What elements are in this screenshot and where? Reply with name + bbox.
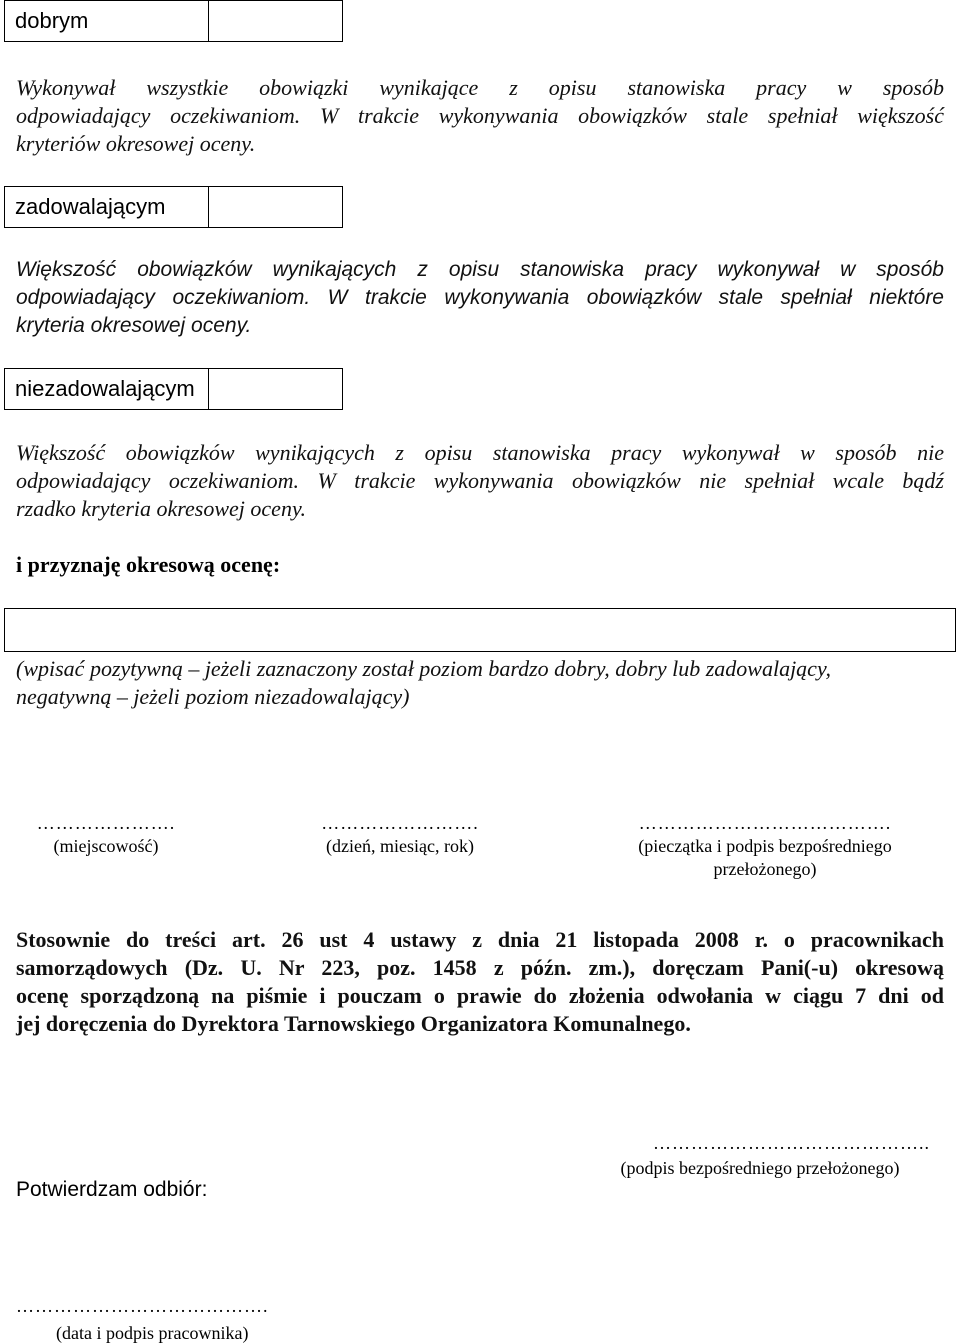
notice-line: Stosownie do treści art. 26 ust 4 ustawy z dnia 21 listopada 2008 r. o pracownikach: [16, 927, 944, 952]
place-label: (miejscowość): [53, 836, 159, 856]
level-label: dobrym: [5, 1, 209, 41]
level-niezadowalajacym-row: [4, 368, 343, 410]
stamp-dots: ………………………………….: [638, 813, 892, 833]
employee-signature: [16, 1296, 296, 1344]
level-zadowalajacym-row: [4, 186, 343, 228]
award-hint-line: negatywną – jeżeli poziom niezadowalający): [16, 684, 410, 709]
level-description: [16, 439, 944, 523]
level-checkbox[interactable]: [209, 187, 342, 227]
description-line: Wykonywał wszystkie obowiązki wynikające z opisu stanowiska pracy w sposób: [16, 75, 944, 100]
supervisor-signature: [590, 1133, 930, 1179]
level-label: zadowalającym: [5, 187, 209, 227]
description-line: kryteria okresowej oceny.: [16, 314, 252, 337]
place-dots: ………………….: [36, 813, 176, 833]
description-line: rzadko kryteria okresowej oceny.: [16, 496, 306, 521]
level-dobrym-row: [4, 0, 343, 42]
employee-dots: ………………………………….: [16, 1296, 269, 1316]
level-description: [16, 74, 944, 158]
level-checkbox[interactable]: [209, 369, 342, 409]
award-hint-line: (wpisać pozytywną – jeżeli zaznaczony został poziom bardzo dobry, dobry lub zadowalający,: [16, 656, 831, 681]
award-input-box[interactable]: [4, 608, 956, 652]
level-description: [16, 256, 944, 340]
description-line: kryteriów okresowej oceny.: [16, 131, 256, 156]
date-dots: …………………….: [321, 813, 479, 833]
confirm-label: Potwierdzam odbiór:: [16, 1178, 208, 1201]
description-line: odpowiadający oczekiwaniom. W trakcie wykonywania obowiązków stale spełniał niektóre: [16, 286, 944, 309]
notice-line: samorządowych (Dz. U. Nr 223, poz. 1458 z późn. zm.), doręczam Pani(-u) okresową: [16, 955, 944, 980]
notice-paragraph: [16, 926, 944, 1038]
level-label: niezadowalającym: [5, 369, 209, 409]
place-signature: [16, 813, 196, 857]
stamp-label: przełożonego): [713, 859, 817, 879]
description-line: odpowiadający oczekiwaniom. W trakcie wykonywania obowiązków nie spełniał wcale bądź: [16, 468, 944, 493]
notice-line: ocenę sporządzoną na piśmie i pouczam o prawie do złożenia odwołania w ciągu 7 dni od: [16, 983, 944, 1008]
award-heading: i przyznaję okresową ocenę:: [16, 552, 281, 577]
description-line: Większość obowiązków wynikających z opisu stanowiska pracy wykonywał w sposób nie: [16, 440, 944, 465]
award-hint: [16, 655, 944, 711]
stamp-label: (pieczątka i podpis bezpośredniego: [638, 836, 892, 856]
date-label: (dzień, miesiąc, rok): [326, 836, 474, 856]
stamp-signature: [612, 813, 918, 880]
supervisor-dots: ……………………………………..: [653, 1133, 930, 1153]
notice-line: jej doręczenia do Dyrektora Tarnowskiego Organizatora Komunalnego.: [16, 1011, 691, 1036]
description-line: odpowiadający oczekiwaniom. W trakcie wykonywania obowiązków stale spełniał większość: [16, 103, 944, 128]
date-signature: [300, 813, 500, 857]
employee-label: (data i podpis pracownika): [56, 1323, 249, 1343]
supervisor-label: (podpis bezpośredniego przełożonego): [620, 1158, 900, 1178]
level-checkbox[interactable]: [209, 1, 342, 41]
description-line: Większość obowiązków wynikających z opisu stanowiska pracy wykonywał w sposób: [16, 258, 944, 281]
